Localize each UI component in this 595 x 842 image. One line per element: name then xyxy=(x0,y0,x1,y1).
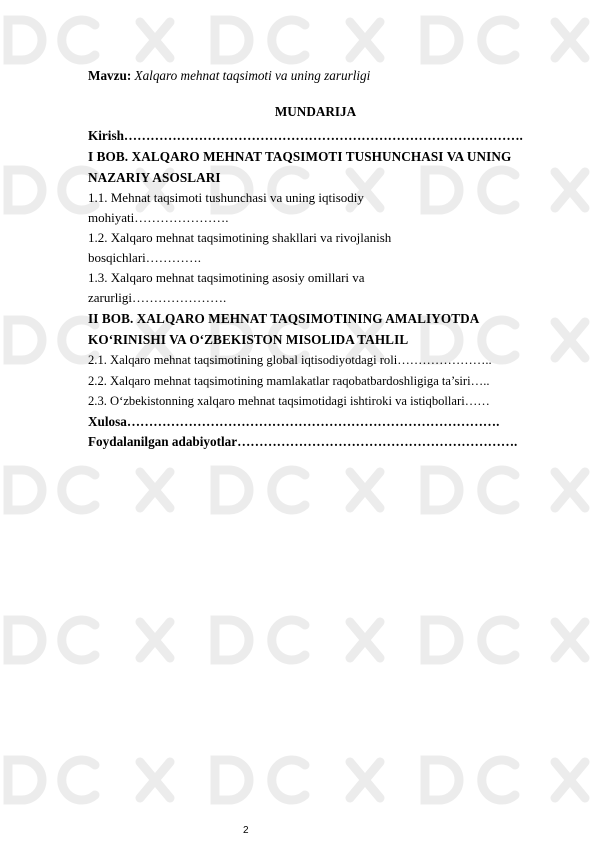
toc-item-1-3-line1: 1.3. Xalqaro mehnat taqsimotining asosiy omillari va xyxy=(88,270,365,285)
topic-value: Xalqaro mehnat taqsimoti va uning zarurligi xyxy=(134,68,371,83)
toc-item-1-1-line2: mohiyati…………………. xyxy=(88,210,229,225)
toc-item-1-1-line1: 1.1. Mehnat taqsimoti tushunchasi va uning iqtisodiy xyxy=(88,190,364,205)
toc-chapter-1: I BOB. XALQARO MEHNAT TAQSIMOTI TUSHUNCHASI VA UNING NAZARIY ASOSLARI xyxy=(88,149,512,185)
toc-item-1-3 xyxy=(88,268,543,308)
toc-item-1-2-line1: 1.2. Xalqaro mehnat taqsimotining shakllari va rivojlanish xyxy=(88,230,392,245)
toc-conclusion: Xulosa…………………………………………………………………………. xyxy=(88,413,500,429)
page-number: 2 xyxy=(243,825,249,836)
toc-intro: Kirish………………………………………………………………………………. xyxy=(88,128,523,143)
toc-item-1-2-line2: bosqichlari…………. xyxy=(88,250,202,265)
toc-item-1-2 xyxy=(88,228,543,268)
toc-item-2-3: 2.3. O‘zbekistonning xalqaro mehnat taqsimotidagi ishtiroki va istiqbollari…… xyxy=(88,394,490,408)
toc-references: Foydalanilgan adabiyotlar………………………………………………………. xyxy=(88,433,518,449)
toc-item-2-1: 2.1. Xalqaro mehnat taqsimotining global iqtisodiyotdagi roli………………….. xyxy=(88,353,492,367)
toc-chapter-2: II BOB. XALQARO MEHNAT TAQSIMOTINING AMALIYOTDA KO‘RINISHI VA O‘ZBEKISTON MISOLIDA TAHLIL xyxy=(88,311,479,347)
topic-line xyxy=(88,66,543,86)
document-body xyxy=(88,66,543,452)
toc-item-2-2: 2.2. Xalqaro mehnat taqsimotining mamlakatlar raqobatbardoshligiga ta’siri….. xyxy=(88,373,490,388)
topic-label: Mavzu: xyxy=(88,68,132,83)
toc-item-1-1 xyxy=(88,188,543,228)
toc-item-1-3-line2: zarurligi…………………. xyxy=(88,290,227,305)
contents-title: MUNDARIJA xyxy=(274,104,357,119)
